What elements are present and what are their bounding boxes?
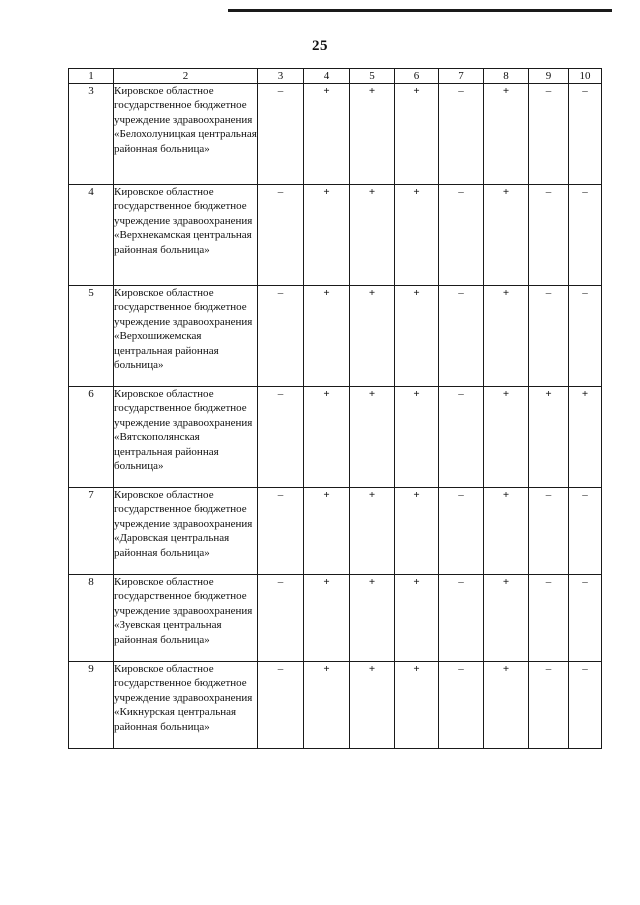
mark-cell-col-9: – xyxy=(529,286,569,387)
table-body xyxy=(69,69,602,749)
mark-cell-col-5: + xyxy=(350,662,395,749)
mark-cell-col-3: – xyxy=(258,185,304,286)
column-header-6: 6 xyxy=(395,69,439,84)
row-number: 5 xyxy=(69,286,114,387)
mark-cell-col-3: – xyxy=(258,575,304,662)
mark-cell-col-7: – xyxy=(439,387,484,488)
mark-cell-col-5: + xyxy=(350,575,395,662)
institution-name: Кировское областное государственное бюджетное учреждение здравоохранения «Даровская центральная районная больница» xyxy=(114,488,258,575)
mark-cell-col-10: – xyxy=(569,84,602,185)
mark-cell-col-6: + xyxy=(395,84,439,185)
mark-cell-col-8: + xyxy=(484,286,529,387)
institution-name: Кировское областное государственное бюджетное учреждение здравоохранения «Верхошижемская центральная районная больница» xyxy=(114,286,258,387)
mark-cell-col-10: – xyxy=(569,662,602,749)
table-row xyxy=(69,488,602,575)
institution-name: Кировское областное государственное бюджетное учреждение здравоохранения «Кикнурская центральная районная больница» xyxy=(114,662,258,749)
mark-cell-col-9: – xyxy=(529,488,569,575)
mark-cell-col-9: – xyxy=(529,575,569,662)
mark-cell-col-4: + xyxy=(304,575,350,662)
mark-cell-col-7: – xyxy=(439,488,484,575)
page-number: 25 xyxy=(312,38,328,54)
mark-cell-col-4: + xyxy=(304,84,350,185)
column-header-8: 8 xyxy=(484,69,529,84)
mark-cell-col-4: + xyxy=(304,488,350,575)
institution-name: Кировское областное государственное бюджетное учреждение здравоохранения «Верхнекамская центральная районная больница» xyxy=(114,185,258,286)
row-number: 7 xyxy=(69,488,114,575)
mark-cell-col-3: – xyxy=(258,662,304,749)
mark-cell-col-9: + xyxy=(529,387,569,488)
mark-cell-col-8: + xyxy=(484,84,529,185)
mark-cell-col-5: + xyxy=(350,488,395,575)
row-number: 3 xyxy=(69,84,114,185)
mark-cell-col-4: + xyxy=(304,662,350,749)
mark-cell-col-6: + xyxy=(395,387,439,488)
mark-cell-col-5: + xyxy=(350,84,395,185)
mark-cell-col-5: + xyxy=(350,185,395,286)
mark-cell-col-3: – xyxy=(258,488,304,575)
mark-cell-col-4: + xyxy=(304,286,350,387)
mark-cell-col-5: + xyxy=(350,286,395,387)
column-header-2: 2 xyxy=(114,69,258,84)
mark-cell-col-10: + xyxy=(569,387,602,488)
mark-cell-col-3: – xyxy=(258,286,304,387)
mark-cell-col-7: – xyxy=(439,185,484,286)
mark-cell-col-8: + xyxy=(484,488,529,575)
column-header-4: 4 xyxy=(304,69,350,84)
row-number: 8 xyxy=(69,575,114,662)
table-row xyxy=(69,662,602,749)
table-row xyxy=(69,84,602,185)
mark-cell-col-4: + xyxy=(304,185,350,286)
mark-cell-col-8: + xyxy=(484,575,529,662)
top-rule xyxy=(228,9,612,12)
mark-cell-col-6: + xyxy=(395,575,439,662)
mark-cell-col-7: – xyxy=(439,662,484,749)
mark-cell-col-3: – xyxy=(258,387,304,488)
mark-cell-col-10: – xyxy=(569,286,602,387)
row-number: 9 xyxy=(69,662,114,749)
row-number: 4 xyxy=(69,185,114,286)
services-table xyxy=(68,68,602,749)
mark-cell-col-9: – xyxy=(529,185,569,286)
mark-cell-col-10: – xyxy=(569,488,602,575)
column-header-5: 5 xyxy=(350,69,395,84)
header-row xyxy=(69,69,602,84)
mark-cell-col-7: – xyxy=(439,575,484,662)
institution-name: Кировское областное государственное бюджетное учреждение здравоохранения «Вятскополянская центральная районная больница» xyxy=(114,387,258,488)
mark-cell-col-7: – xyxy=(439,286,484,387)
table-row xyxy=(69,185,602,286)
row-number: 6 xyxy=(69,387,114,488)
mark-cell-col-4: + xyxy=(304,387,350,488)
mark-cell-col-5: + xyxy=(350,387,395,488)
column-header-1: 1 xyxy=(69,69,114,84)
table-row xyxy=(69,387,602,488)
mark-cell-col-9: – xyxy=(529,84,569,185)
institution-name: Кировское областное государственное бюджетное учреждение здравоохранения «Зуевская центральная районная больница» xyxy=(114,575,258,662)
mark-cell-col-10: – xyxy=(569,575,602,662)
column-header-7: 7 xyxy=(439,69,484,84)
mark-cell-col-10: – xyxy=(569,185,602,286)
column-header-9: 9 xyxy=(529,69,569,84)
column-header-3: 3 xyxy=(258,69,304,84)
mark-cell-col-6: + xyxy=(395,662,439,749)
mark-cell-col-6: + xyxy=(395,488,439,575)
table-row xyxy=(69,575,602,662)
mark-cell-col-8: + xyxy=(484,387,529,488)
mark-cell-col-6: + xyxy=(395,286,439,387)
mark-cell-col-8: + xyxy=(484,662,529,749)
table-row xyxy=(69,286,602,387)
column-header-10: 10 xyxy=(569,69,602,84)
mark-cell-col-9: – xyxy=(529,662,569,749)
mark-cell-col-6: + xyxy=(395,185,439,286)
mark-cell-col-3: – xyxy=(258,84,304,185)
mark-cell-col-8: + xyxy=(484,185,529,286)
institution-name: Кировское областное государственное бюджетное учреждение здравоохранения «Белохолуницкая центральная районная больница» xyxy=(114,84,258,185)
mark-cell-col-7: – xyxy=(439,84,484,185)
